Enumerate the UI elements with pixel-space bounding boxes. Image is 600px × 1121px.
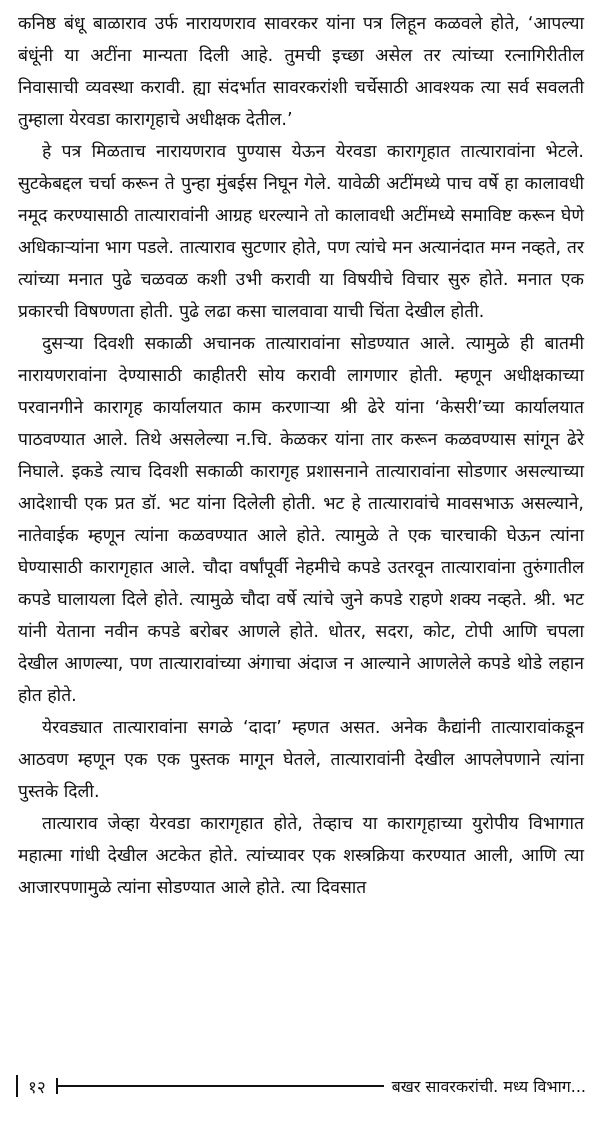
paragraph-4: येरवड्यात तात्यारावांना सगळे ‘दादा’ म्हणत असत. अनेक कैद्यांनी तात्यारावांकडून आठवण म्हणून एक एक पुस्तक मागून घेतले, तात्यारावांनी देखील आपलेपणाने त्यांना पुस्तके दिली. bbox=[18, 718, 584, 802]
paragraph-3: दुसऱ्या दिवशी सकाळी अचानक तात्यारावांना सोडण्यात आले. त्यामुळे ही बातमी नारायणरावांना देण्यासाठी काहीतरी सोय करावी लागणार होती. म्हणून अधीक्षकाच्या परवानगीने कारागृह कार्यालयात काम करणाऱ्या श्री ढेरे यांना ‘केसरी’च्या कार्यालयात पाठवण्यात आले. तिथे असलेल्या न.चि. केळकर यांना तार करून कळवण्यास सांगून ढेरे निघाले. इकडे त्याच दिवशी सकाळी कारागृह प्रशासनाने तात्यारावांना सोडणार असल्याच्या आदेशाची एक प्रत डॉ. भट यांना दिलेली होती. भट हे तात्यारावांचे मावसभाऊ असल्याने, नातेवाईक म्हणून त्यांना कळवण्यात आले होते. त्यामुळे ते एक चारचाकी घेऊन त्यांना घेण्यासाठी कारागृहात आले. चौदा वर्षांपूर्वी नेहमीचे कपडे उतरवून तात्यारावांना तुरुंगातील कपडे घालायला दिले होते. त्यामुळे चौदा वर्षे त्यांचे जुने कपडे राहणे शक्य नव्हते. श्री. भट यांनी येताना नवीन कपडे बरोबर आणले होते. धोतर, सदरा, कोट, टोपी आणि चपला देखील आणल्या, पण तात्यारावांच्या अंगाचा अंदाज न आल्याने आणलेले कपडे थोडे लहान होत होते. bbox=[18, 334, 584, 706]
paragraph-2: हे पत्र मिळताच नारायणराव पुण्यास येऊन येरवडा कारागृहात तात्यारावांना भेटले. सुटकेबद्दल चर्चा करून ते पुन्हा मुंबईस निघून गेले. यावेळी अटींमध्ये पाच वर्षे हा कालावधी नमूद करण्यासाठी तात्यारावांनी आग्रह धरल्याने तो कालावधी अटींमध्ये समाविष्ट करून घेणे अधिकाऱ्यांना भाग पडले. तात्याराव सुटणार होते, पण त्यांचे मन अत्यानंदात मग्न नव्हते, तर त्यांच्या मनात पुढे चळवळ कशी उभी करावी या विषयीचे विचार सुरु होते. मनात एक प्रकारची विषण्णता होती. पुढे लढा कसा चालवावा याची चिंता देखील होती. bbox=[18, 142, 584, 322]
page-footer bbox=[16, 1072, 586, 1100]
running-title: बखर सावरकरांची. मध्य विभाग... bbox=[391, 1077, 586, 1096]
document-body bbox=[18, 8, 584, 904]
footer-left-bar bbox=[16, 1075, 18, 1097]
paragraph-1: कनिष्ठ बंधू बाळाराव उर्फ नारायणराव सावरकर यांना पत्र लिहून कळवले होते, ‘आपल्या बंधूंनी या अटींना मान्यता दिली आहे. तुमची इच्छा असेल तर त्यांच्या रत्नागिरीतील निवासाची व्यवस्था करावी. ह्या संदर्भात सावरकरांशी चर्चेसाठी आवश्यक त्या सर्व सवलती तुम्हाला येरवडा कारागृहाचे अधीक्षक देतील.’ bbox=[18, 14, 584, 130]
page-number: १२ bbox=[28, 1077, 46, 1098]
paragraph-5: तात्याराव जेव्हा येरवडा कारागृहात होते, तेव्हाच या कारागृहाच्या युरोपीय विभागात महात्मा गांधी देखील अटकेत होते. त्यांच्यावर एक शस्त्रक्रिया करण्यात आली, आणि त्या आजारपणामुळे त्यांना सोडण्यात आले होते. त्या दिवसात bbox=[18, 814, 584, 898]
footer-rule bbox=[58, 1085, 384, 1087]
